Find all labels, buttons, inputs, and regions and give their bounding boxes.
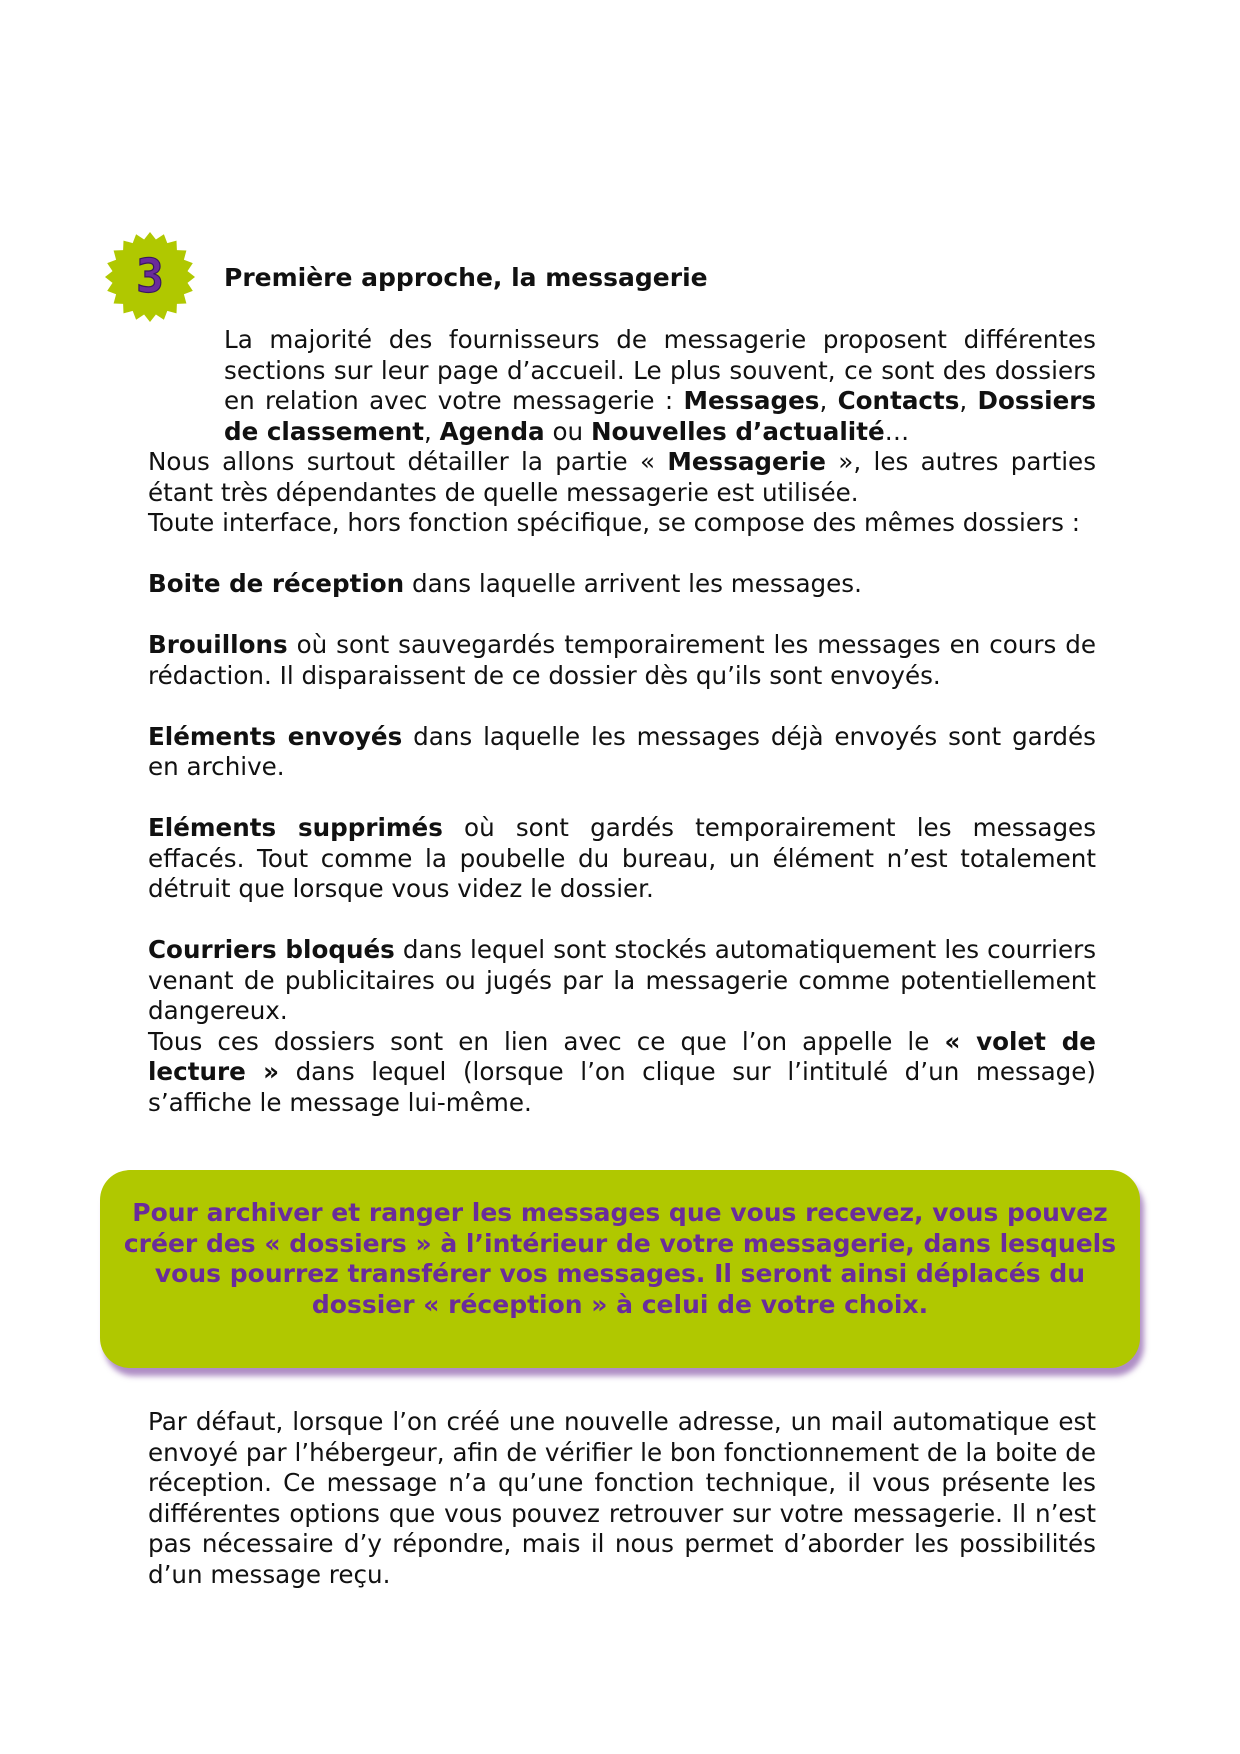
intro-paragraph-3: Toute interface, hors fonction spécifique, se compose des mêmes dossiers : xyxy=(148,508,1081,537)
callout-text: Pour archiver et ranger les messages que vous recevez, vous pouvez créer des « dossiers » à l’intérieur de votre messagerie, dans lesquels vous pourrez transférer vos messages. Il seront ainsi déplacés du dossier « réception » à celui de votre choix. xyxy=(123,1198,1117,1319)
intro-paragraph-1: La majorité des fournisseurs de messagerie proposent différentes sections sur leur page d’accueil. Le plus souvent, ce sont des dossiers en relation avec votre messagerie : Messages, Contacts, Dossiers de classement, Agenda ou Nouvelles d’actualité… xyxy=(224,325,1097,446)
intro-block xyxy=(148,325,1096,1118)
folder-item-sent: Eléments envoyés dans laquelle les messages déjà envoyés sont gardés en archive. xyxy=(148,721,1096,781)
folder-item-drafts: Brouillons où sont sauvegardés temporairement les messages en cours de rédaction. Il disparaissent de ce dossier dès qu’ils sont envoyés. xyxy=(148,630,1096,690)
folder-item-deleted: Eléments supprimés où sont gardés temporairement les messages effacés. Tout comme la poubelle du bureau, un élément n’est totalement détruit que lorsque vous videz le dossier. xyxy=(148,813,1097,903)
intro-paragraph-2: Nous allons surtout détailler la partie « Messagerie », les autres parties étant très dépendantes de quelle messagerie est utilisée. xyxy=(148,447,1097,507)
closing-block xyxy=(148,1407,1096,1590)
section-number: 3 xyxy=(136,249,164,303)
starburst-icon xyxy=(104,231,196,323)
folder-item-inbox: Boite de réception dans laquelle arrivent les messages. xyxy=(148,569,862,598)
section-title: Première approche, la messagerie xyxy=(224,263,708,292)
closing-paragraph: Par défaut, lorsque l’on créé une nouvelle adresse, un mail automatique est envoyé par l’hébergeur, afin de vérifier le bon fonctionnement de la boite de réception. Ce message n’a qu’une fonction technique, il vous présente les différentes options que vous pouvez retrouver sur votre messagerie. Il n’est pas nécessaire d’y répondre, mais il nous permet d’aborder les possibilités d’un message reçu. xyxy=(148,1407,1096,1589)
section-number-badge xyxy=(104,231,196,323)
folder-item-blocked: Courriers bloqués dans lequel sont stockés automatiquement les courriers venant de publicitaires ou jugés par la messagerie comme potentiellement dangereux. xyxy=(148,935,1097,1025)
reading-pane-paragraph: Tous ces dossiers sont en lien avec ce que l’on appelle le « volet de lecture » dans lequel (lorsque l’on clique sur l’intitulé d’un message) s’affiche le message lui-même. xyxy=(148,1026,1096,1117)
tip-callout xyxy=(100,1170,1140,1368)
